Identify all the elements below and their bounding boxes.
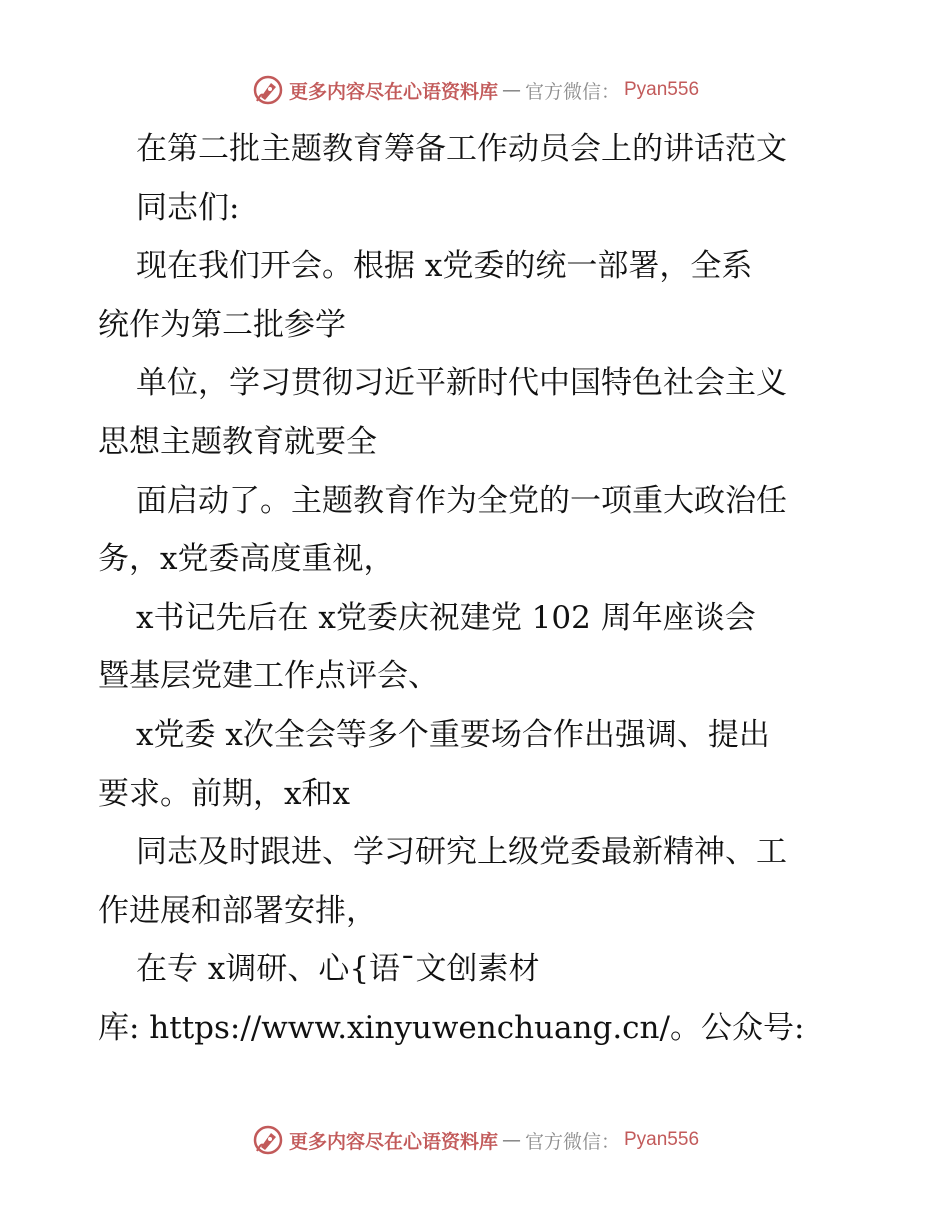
- wechat-id: Pyan556: [624, 79, 700, 100]
- paragraph-line: 现在我们开会。根据 x党委的统一部署，全系: [136, 248, 753, 285]
- pen-nib-logo-icon: [251, 73, 285, 107]
- paragraph-line: 同志及时跟进、学习研究上级党委最新精神、工: [136, 834, 787, 871]
- header-banner: [0, 70, 950, 110]
- paragraph-line: 单位，学习贯彻习近平新时代中国特色社会主义: [136, 365, 787, 402]
- wechat-id: Pyan556: [624, 1129, 700, 1150]
- wechat-label: 官方微信：: [524, 80, 620, 103]
- footer-banner: [0, 1120, 950, 1160]
- paragraph-line: 库: https://www.xinyuwenchuang.cn/。公众号:: [98, 1009, 805, 1046]
- paragraph-line: 要求。前期，x和x: [98, 775, 350, 812]
- document-title: 在第二批主题教育筹备工作动员会上的讲话范文: [136, 131, 787, 167]
- brand-text: 更多内容尽在心语资料库: [288, 1130, 498, 1153]
- banner-separator: —: [501, 1129, 521, 1151]
- paragraph-line: 思想主题教育就要全: [98, 423, 377, 460]
- salutation: 同志们:: [136, 189, 240, 226]
- paragraph-line: 作进展和部署安排，: [98, 892, 377, 929]
- paragraph-line: x书记先后在 x党委庆祝建党 102 周年座谈会: [136, 599, 756, 636]
- paragraph-line: 面启动了。主题教育作为全党的一项重大政治任: [136, 482, 787, 519]
- paragraph-line: 务，x党委高度重视，: [98, 541, 395, 578]
- paragraph-line: x党委 x次全会等多个重要场合作出强调、提出: [136, 716, 770, 753]
- pen-nib-logo-icon: [251, 1123, 285, 1157]
- header-banner-content: [251, 73, 699, 107]
- footer-banner-content: [251, 1123, 699, 1157]
- document-body: [98, 120, 858, 1058]
- paragraph-line: 在专 x调研、心{语¯文创素材: [136, 951, 540, 988]
- banner-separator: —: [501, 79, 521, 101]
- paragraph-line: 暨基层党建工作点评会、: [98, 658, 439, 695]
- paragraph-line: 统作为第二批参学: [98, 306, 346, 343]
- wechat-label: 官方微信：: [524, 1130, 620, 1153]
- brand-text: 更多内容尽在心语资料库: [288, 80, 498, 103]
